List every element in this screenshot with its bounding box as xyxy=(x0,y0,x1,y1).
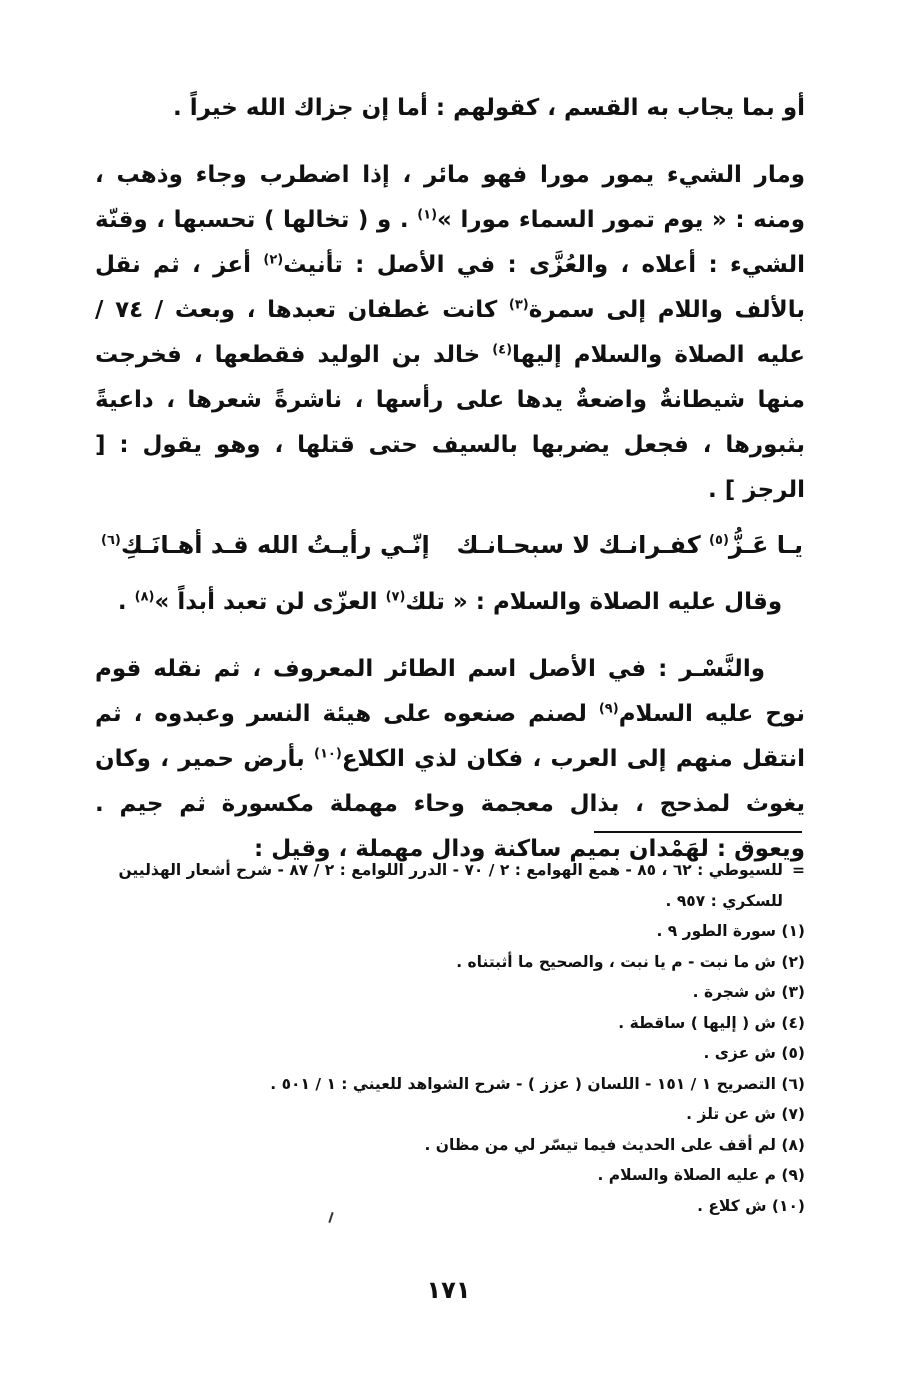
verse-second-hemistich xyxy=(101,523,430,568)
verse-first-hemistich-start: يـا عَـزُّ xyxy=(728,531,803,559)
continuation-mark: = xyxy=(792,861,805,879)
main-text xyxy=(95,86,805,872)
footnote-7: (٧) ش عن تلز . xyxy=(686,1105,805,1123)
poetry-verse xyxy=(95,523,805,568)
paragraph-2-text-1: ومار الشيء يمور مورا فهو مائر ، إذا اضطرب وجاء وذهب ، ومنه : « يوم تمور السماء مورا » xyxy=(95,162,805,233)
footnote-4: (٤) ش ( إليها ) ساقطة . xyxy=(618,1013,805,1032)
footnote-8: (٨) لم أقف على الحديث فيما تيسّر لي من مظان . xyxy=(424,1135,805,1154)
paragraph-3-text-2: العزّى لن تعبد أبداً » xyxy=(154,589,386,615)
paragraph-4-text-1: والنَّسْـر : في الأصل اسم الطائر المعروف ، ثم نقله قوم نوح عليه السلام xyxy=(95,656,805,727)
paragraph-1: أو بما يجاب به القسم ، كقولهم : أما إن جزاك الله خيراً . xyxy=(172,95,805,121)
footnote-2: (٢) ش ما نبت - م يا نبت ، والصحيح ما أثبتناه . xyxy=(456,952,805,971)
paragraph-4 xyxy=(95,647,805,872)
footnote-ref-8[interactable]: (٨) xyxy=(134,589,155,605)
paragraph-2-text-5: خالد بن الوليد فقطعها ، فخرجت منها شيطانةٌ واضعةٌ يدها على رأسها ، ناشرةً شعرها ، داعيةً بثبورها ، فجعل يضربها بالسيف حتى قتلها ، وهو يقول : [ الرجز ] . xyxy=(95,342,805,503)
footnote-separator xyxy=(594,831,802,833)
footnote-ref-3[interactable]: (٣) xyxy=(508,297,529,313)
paragraph-2-text-4: كانت غطفان تعبدها ، وبعث / ٧٤ / عليه الصلاة والسلام إليها xyxy=(95,297,805,368)
verse-second-hemistich-text: إنّـي رأيـتُ الله قـد أهـانَـكِ xyxy=(120,531,430,559)
footnote-ref-5[interactable]: (٥) xyxy=(709,533,729,548)
footnote-9: (٩) م عليه الصلاة والسلام . xyxy=(597,1166,805,1184)
footnote-ref-7[interactable]: (٧) xyxy=(385,589,406,605)
continuation-line-2: للسكري : ٩٥٧ . xyxy=(665,891,783,910)
paragraph-3 xyxy=(95,580,805,625)
footnote-6: (٦) التصريح ١ / ١٥١ - اللسان ( عزز ) - شرح الشواهد للعيني : ١ / ٥٠١ . xyxy=(270,1074,805,1093)
page-number: ١٧١ xyxy=(426,1276,471,1304)
footnote-3: (٣) ش شجرة . xyxy=(692,983,805,1001)
footnote-ref-10[interactable]: (١٠) xyxy=(314,746,342,762)
footnote-ref-4[interactable]: (٤) xyxy=(492,342,513,358)
continuation-line-1: للسيوطي : ٦٢ ، ٨٥ - همع الهوامع : ٢ / ٧٠ - الدرر اللوامع : ٢ / ٨٧ - شرح أشعار الهذليين xyxy=(118,861,783,879)
footnote-ref-9[interactable]: (٩) xyxy=(598,701,619,717)
footnote-5: (٥) ش عزى . xyxy=(703,1044,805,1062)
footnotes xyxy=(95,855,805,1221)
footnote-1: (١) سورة الطور ٩ . xyxy=(656,922,805,940)
verse-first-hemistich-end: كفـرانـك لا سبحـانـك xyxy=(456,531,710,559)
paragraph-4-text-2: لصنم صنعوه على هيئة النسر وعبدوه ، ثم انتقل منهم إلى العرب ، فكان لذي الكلاع xyxy=(95,701,805,772)
paragraph-3-text-1: وقال عليه الصلاة والسلام : « تلك xyxy=(405,589,783,615)
footnote-ref-2[interactable]: (٢) xyxy=(263,252,284,268)
paragraph-4-text-3: بأرض حمير ، وكان يغوث لمذحج ، بذال معجمة وحاء مهملة مكسورة ثم جيم . ويعوق : لهَمْدان بميم ساكنة ودال مهملة ، وقيل : xyxy=(95,746,805,862)
paragraph-2-text-2: . و ( تخالها ) تحسبها ، وقنّة الشيء : أعلاه ، والعُزَّى : في الأصل : تأنيث xyxy=(95,207,806,278)
verse-first-hemistich xyxy=(456,523,803,568)
footnote-ref-6[interactable]: (٦) xyxy=(101,533,121,548)
paragraph-2 xyxy=(95,153,805,513)
footnote-continuation xyxy=(95,855,805,916)
footnote-10: (١٠) ش كلاع . xyxy=(697,1196,805,1215)
paragraph-2-text-3: أعز ، ثم نقل بالألف واللام إلى سمرة xyxy=(95,252,805,323)
paragraph-3-text-3: . xyxy=(117,589,135,615)
footnote-ref-1[interactable]: (١) xyxy=(417,207,438,223)
